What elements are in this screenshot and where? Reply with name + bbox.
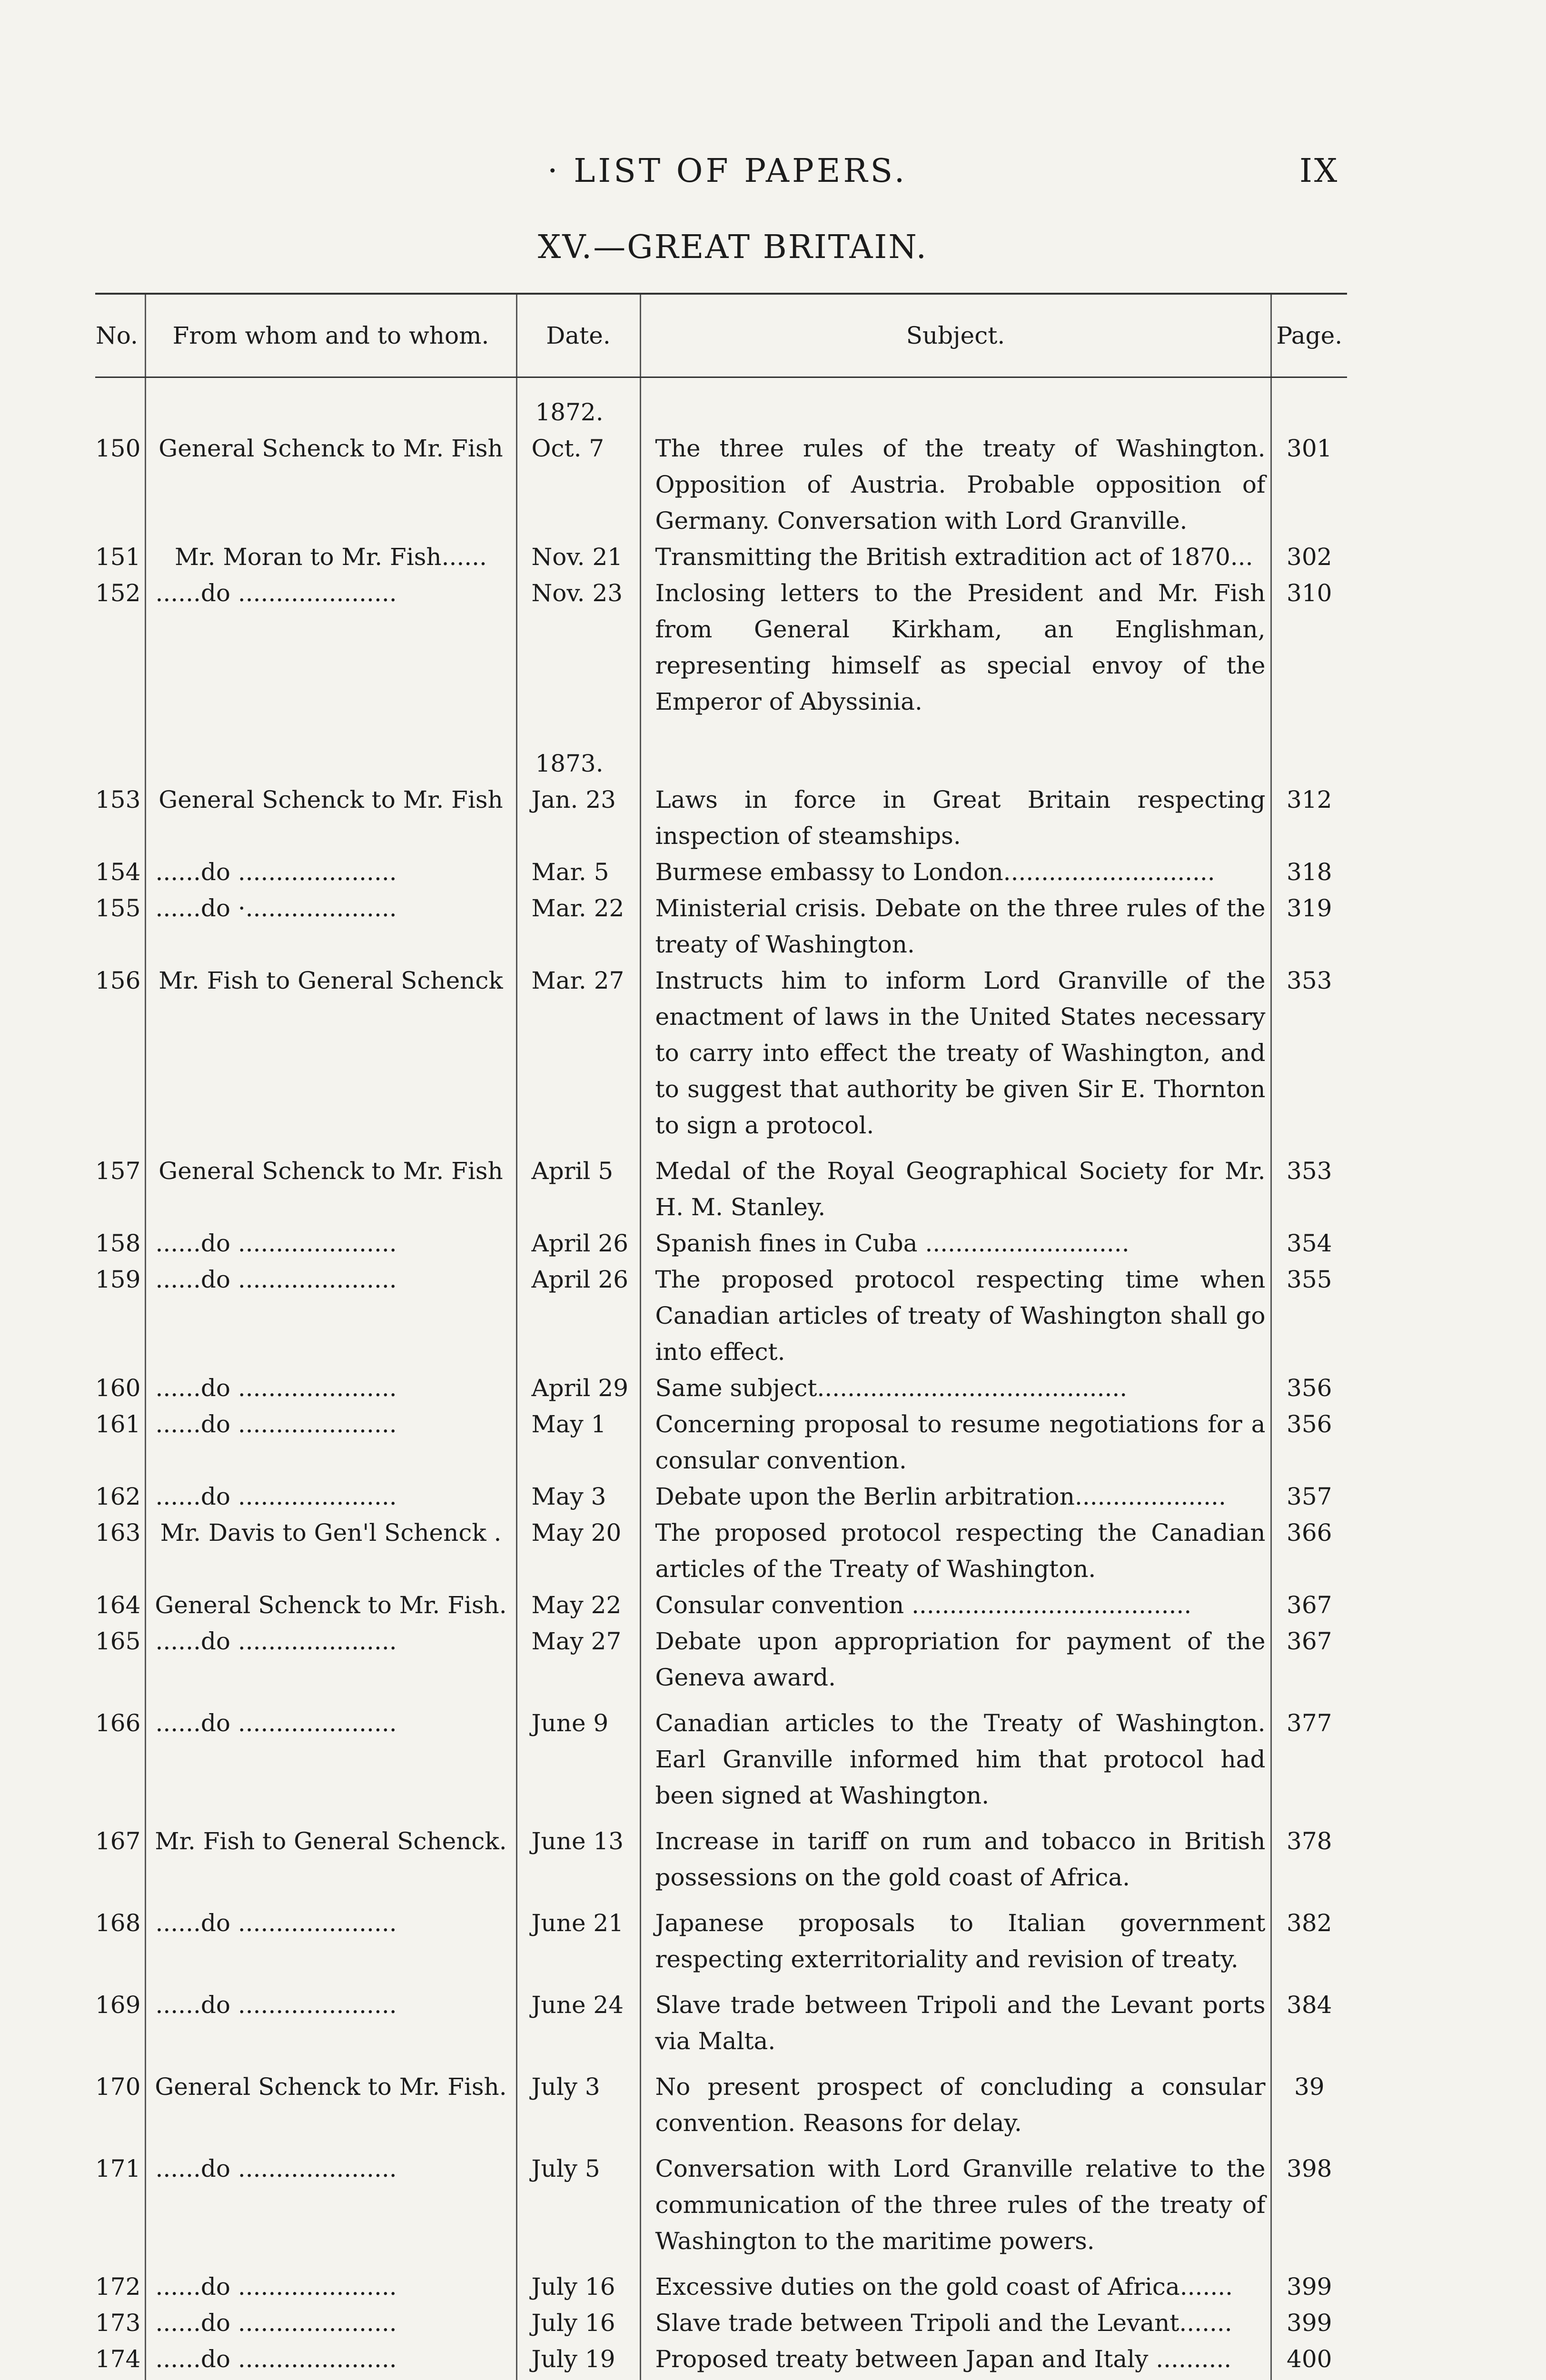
row-subject [640, 2377, 1271, 2380]
row-number: 174 [95, 2345, 141, 2373]
row-number: 156 [95, 967, 141, 994]
row-correspondents: ......do ·.................... [145, 890, 516, 962]
row-date: April 26 [516, 1225, 640, 1261]
row-subject: The proposed protocol respecting the Canadian articles of the Treaty of Washington. [640, 1515, 1271, 1587]
row-correspondents: ......do ..................... [145, 2151, 516, 2259]
row-number: 157 [95, 1157, 141, 1185]
row-page: 399 [1271, 2269, 1347, 2305]
row-spacer [95, 1814, 1347, 1823]
table-row [95, 1153, 1347, 1225]
table-row [95, 1515, 1347, 1587]
row-date: July 16 [516, 2269, 640, 2305]
table-row [95, 2069, 1347, 2141]
row-correspondents: ......do ..................... [145, 1905, 516, 1977]
table-row [95, 575, 1347, 720]
table-row [95, 2341, 1347, 2377]
row-subject: Increase in tariff on rum and tobacco in British possessions on the gold coast of Africa. [640, 1823, 1271, 1895]
row-subject: Inclosing letters to the President and Mr. Fish from General Kirkham, an Englishman, representing himself as special envoy of the Emperor of Abyssinia. [640, 575, 1271, 720]
row-page: 354 [1271, 1225, 1347, 1261]
row-page: 355 [1271, 1261, 1347, 1370]
table-row [95, 430, 1347, 539]
table-row [95, 2305, 1347, 2341]
table-row [95, 1225, 1347, 1261]
row-date: July 3 [516, 2069, 640, 2141]
page-header [0, 143, 1546, 200]
row-number: 169 [95, 1991, 141, 2019]
row-correspondents: ......do ..................... [145, 2269, 516, 2305]
row-date: June 21 [516, 1905, 640, 1977]
year-label: 1873. [535, 750, 604, 777]
row-correspondents: General Schenck to Mr. Fish. [145, 2069, 516, 2141]
row-date: Nov. 23 [516, 575, 640, 720]
row-correspondents: ......do ..................... [145, 1225, 516, 1261]
row-correspondents [145, 2377, 516, 2380]
row-spacer [95, 2141, 1347, 2151]
row-number: 168 [95, 1909, 141, 1937]
row-spacer [95, 2259, 1347, 2269]
row-subject: Consular convention ..................................... [640, 1587, 1271, 1623]
row-correspondents: ......do ..................... [145, 1406, 516, 1478]
row-date: April 29 [516, 1370, 640, 1406]
column-header-subject: Subject. [640, 294, 1271, 377]
row-number: 154 [95, 858, 141, 886]
row-number: 159 [95, 1266, 141, 1293]
row-page: 398 [1271, 2151, 1347, 2259]
row-date: June 13 [516, 1823, 640, 1895]
table-row [95, 854, 1347, 890]
table-row [95, 1478, 1347, 1515]
row-spacer [95, 1895, 1347, 1905]
row-correspondents: ......do ..................... [145, 1705, 516, 1814]
row-page: 356 [1271, 1406, 1347, 1478]
row-number: 151 [95, 543, 141, 571]
row-number: 166 [95, 1709, 141, 1737]
row-page: 302 [1271, 539, 1347, 575]
row-date: Jan. 23 [516, 782, 640, 854]
row-date: May 22 [516, 1587, 640, 1623]
row-correspondents: Mr. Davis to Gen'l Schenck . [145, 1515, 516, 1587]
row-date: July 16 [516, 2305, 640, 2341]
row-date: July 5 [516, 2151, 640, 2259]
row-subject: Slave trade between Tripoli and the Levant....... [640, 2305, 1271, 2341]
row-spacer [95, 720, 1347, 729]
row-page: 356 [1271, 1370, 1347, 1406]
row-page: 366 [1271, 1515, 1347, 1587]
row-subject: No present prospect of concluding a consular convention. Reasons for delay. [640, 2069, 1271, 2141]
row-page: 301 [1271, 430, 1347, 539]
row-number: 150 [95, 435, 141, 462]
row-subject: Conversation with Lord Granville relative to the communication of the three rules of the treaty of Washington to the maritime powers. [640, 2151, 1271, 2259]
row-subject: Same subject......................................... [640, 1370, 1271, 1406]
row-subject: Transmitting the British extradition act of 1870... [640, 539, 1271, 575]
row-date: May 20 [516, 1515, 640, 1587]
section-title: XV.—GREAT BRITAIN. [538, 228, 928, 266]
row-subject: Laws in force in Great Britain respecting inspection of steamships. [640, 782, 1271, 854]
table-row [95, 1705, 1347, 1814]
year-row-1873 [95, 729, 1347, 782]
row-number: 161 [95, 1410, 141, 1438]
row-page: 399 [1271, 2305, 1347, 2341]
row-date: April 26 [516, 1261, 640, 1370]
row-correspondents: ......do ..................... [145, 2305, 516, 2341]
table-row [95, 2269, 1347, 2305]
row-subject: Medal of the Royal Geographical Society for Mr. H. M. Stanley. [640, 1153, 1271, 1225]
row-subject: Spanish fines in Cuba ........................... [640, 1225, 1271, 1261]
column-header-page: Page. [1271, 294, 1347, 377]
row-correspondents: General Schenck to Mr. Fish. [145, 1587, 516, 1623]
row-page: 318 [1271, 854, 1347, 890]
table-row [95, 2377, 1347, 2380]
column-header-no: No. [95, 294, 145, 377]
row-date: Mar. 5 [516, 854, 640, 890]
row-date: July 19 [516, 2341, 640, 2377]
row-date: June 24 [516, 1987, 640, 2059]
row-correspondents: General Schenck to Mr. Fish [145, 782, 516, 854]
row-page: 39 [1271, 2069, 1347, 2141]
table-row [95, 1823, 1347, 1895]
row-subject: The three rules of the treaty of Washington. Opposition of Austria. Probable opposition of Germany. Conversation with Lord Granville. [640, 430, 1271, 539]
column-header-from: From whom and to whom. [145, 294, 516, 377]
row-number: 160 [95, 1374, 141, 1402]
row-correspondents: ......do ..................... [145, 1478, 516, 1515]
papers-table [95, 293, 1347, 2380]
row-page: 357 [1271, 1478, 1347, 1515]
row-number: 152 [95, 579, 141, 607]
row-page: 353 [1271, 962, 1347, 1143]
row-subject: Concerning proposal to resume negotiations for a consular convention. [640, 1406, 1271, 1478]
row-correspondents: ......do ..................... [145, 1623, 516, 1696]
row-subject: The proposed protocol respecting time when Canadian articles of treaty of Washington shall go into effect. [640, 1261, 1271, 1370]
row-date: May 27 [516, 1623, 640, 1696]
row-correspondents: ......do ..................... [145, 1987, 516, 2059]
row-date: Oct. 7 [516, 430, 640, 539]
table-row [95, 1623, 1347, 1696]
row-date: Mar. 27 [516, 962, 640, 1143]
row-subject: Japanese proposals to Italian government respecting exterritoriality and revision of treaty. [640, 1905, 1271, 1977]
row-subject: Ministerial crisis. Debate on the three rules of the treaty of Washington. [640, 890, 1271, 962]
table-row [95, 1370, 1347, 1406]
table-row [95, 539, 1347, 575]
row-page: 377 [1271, 1705, 1347, 1814]
row-number: 173 [95, 2309, 141, 2337]
row-date: May 1 [516, 1406, 640, 1478]
row-page: 319 [1271, 890, 1347, 962]
row-subject: Debate upon appropriation for payment of the Geneva award. [640, 1623, 1271, 1696]
row-number: 155 [95, 894, 141, 922]
row-page: 378 [1271, 1823, 1347, 1895]
row-date [516, 2377, 640, 2380]
row-date: June 9 [516, 1705, 640, 1814]
row-page: 367 [1271, 1587, 1347, 1623]
row-subject: Debate upon the Berlin arbitration.................... [640, 1478, 1271, 1515]
table-row [95, 962, 1347, 1143]
row-date: Nov. 21 [516, 539, 640, 575]
row-number: 167 [95, 1827, 141, 1855]
row-spacer [95, 1977, 1347, 1987]
row-number: 153 [95, 786, 141, 813]
table-body [95, 377, 1347, 2380]
papers-table-container [95, 293, 1347, 2380]
row-page: 384 [1271, 1987, 1347, 2059]
row-correspondents: General Schenck to Mr. Fish [145, 430, 516, 539]
row-correspondents: ......do ..................... [145, 1370, 516, 1406]
row-page: 312 [1271, 782, 1347, 854]
row-correspondents: ......do ..................... [145, 854, 516, 890]
table-row [95, 1587, 1347, 1623]
row-page: 382 [1271, 1905, 1347, 1977]
row-page: 367 [1271, 1623, 1347, 1696]
row-correspondents: ......do ..................... [145, 1261, 516, 1370]
row-spacer [95, 1696, 1347, 1705]
row-date: April 5 [516, 1153, 640, 1225]
row-subject: Canadian articles to the Treaty of Washington. Earl Granville informed him that protocol had been signed at Washington. [640, 1705, 1271, 1814]
row-number [95, 2377, 145, 2380]
row-page: 400 [1271, 2341, 1347, 2377]
row-date: May 3 [516, 1478, 640, 1515]
year-row-1872 [95, 377, 1347, 431]
row-correspondents: ......do ..................... [145, 575, 516, 720]
table-row [95, 890, 1347, 962]
table-row [95, 1406, 1347, 1478]
table-header-row [95, 294, 1347, 377]
row-subject: Slave trade between Tripoli and the Levant ports via Malta. [640, 1987, 1271, 2059]
row-correspondents: ......do ..................... [145, 2341, 516, 2377]
row-correspondents: General Schenck to Mr. Fish [145, 1153, 516, 1225]
table-row [95, 1905, 1347, 1977]
row-number: 165 [95, 1627, 141, 1655]
table-row [95, 782, 1347, 854]
page-number: IX [1299, 152, 1339, 190]
table-row [95, 1261, 1347, 1370]
row-date: Mar. 22 [516, 890, 640, 962]
row-number: 171 [95, 2155, 141, 2182]
row-subject: Burmese embassy to London............................ [640, 854, 1271, 890]
year-label: 1872. [535, 398, 604, 426]
row-correspondents: Mr. Fish to General Schenck [145, 962, 516, 1143]
row-number: 172 [95, 2273, 141, 2301]
column-header-date: Date. [516, 294, 640, 377]
row-number: 164 [95, 1591, 141, 1619]
row-spacer [95, 2059, 1347, 2069]
row-number: 163 [95, 1519, 141, 1547]
table-row [95, 1987, 1347, 2059]
row-page: 353 [1271, 1153, 1347, 1225]
row-page: 310 [1271, 575, 1347, 720]
row-correspondents: Mr. Fish to General Schenck. [145, 1823, 516, 1895]
row-number: 170 [95, 2073, 141, 2101]
row-number: 158 [95, 1230, 141, 1257]
row-number: 162 [95, 1483, 141, 1510]
table-row [95, 2151, 1347, 2259]
row-subject: Proposed treaty between Japan and Italy .......... [640, 2341, 1271, 2377]
row-correspondents: Mr. Moran to Mr. Fish...... [145, 539, 516, 575]
row-subject: Instructs him to inform Lord Granville of the enactment of laws in the United States necessary to carry into effect the treaty of Washington, and to suggest that authority be given Sir E. Thornton to sign a protocol. [640, 962, 1271, 1143]
row-subject: Excessive duties on the gold coast of Africa....... [640, 2269, 1271, 2305]
row-spacer [95, 1143, 1347, 1153]
page-title: · LIST OF PAPERS. [547, 152, 908, 190]
row-page [1271, 2377, 1347, 2380]
